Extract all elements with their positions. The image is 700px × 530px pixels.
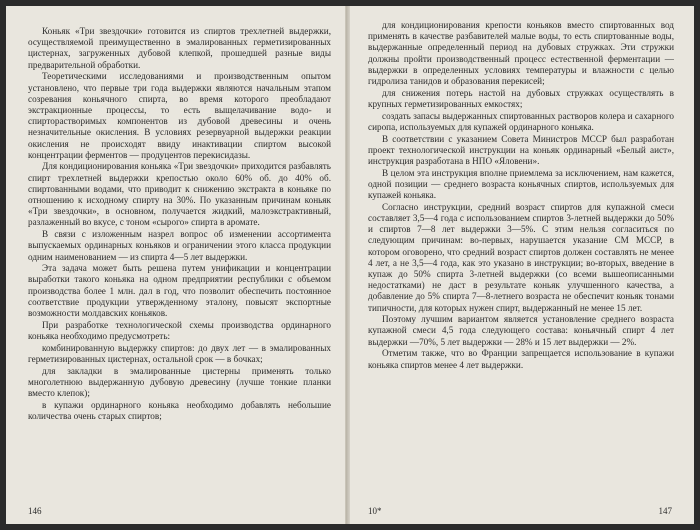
left-paragraph: Теоретическими исследованиями и производственным опытом установлено, что первые три года выдержки являются начальным этапом созревания коньячного спирта, во время которого преобладают экстракционные процессы, то есть выщелачивание водо- и спирторастворимых компонентов из дубовой древесины и очень незначительные окисления. В условиях резервуарной выдержки реакции окисления не происходят ввиду инактивации спиртом высокой концентрации ферментов — продуцентов перекисидазы.	[28, 71, 331, 160]
left-page-number: 146	[28, 506, 42, 516]
left-paragraph: комбинированную выдержку спиртов: до двух лет — в эмалированных герметизированных цистернах, остальной срок — в бочках;	[28, 342, 331, 364]
right-paragraph: Поэтому лучшим вариантом является установление среднего возраста купажной смеси 4,5 года следующего состава: коньячный спирт 4 лет выдержки —70%, 5 лет выдержки — 28% и 15 лет выдержки — 2%.	[368, 314, 674, 347]
left-paragraph: При разработке технологической схемы производства ординарного коньяка необходимо предусмотреть:	[28, 319, 331, 341]
right-paragraph: В соответствии с указанием Совета Министров МССР был разработан проект технологической инструкции на коньяк ординарный «Белый аист», инструкция разработана в НПО «Яловени».	[368, 133, 674, 166]
right-paragraph: для снижения потерь настой на дубовых стружках осуществлять в крупных герметизированных емкостях;	[368, 87, 674, 109]
right-paragraph: В целом эта инструкция вполне приемлема за исключением, нам кажется, одной позиции — среднего возраста коньячных спиртов, используемых для купажей коньяка.	[368, 167, 674, 201]
left-paragraph: В связи с изложенным назрел вопрос об изменении ассортимента выпускаемых ординарных коньяков и ограничении этого класса продукции одним наименованием — из спирта 4—5 лет выдержки.	[28, 229, 331, 262]
right-paragraph: создать запасы выдержанных спиртованных растворов колера и сахарного сиропа, используемых для купажей ординарного коньяка.	[368, 110, 674, 132]
left-paragraph: Коньяк «Три звездочки» готовится из спиртов трехлетней выдержки, осуществляемой преимущественно в эмалированных герметизированных цистернах, загруженных дубовой клепкой, прошедшей разные виды предварительной обработки.	[28, 26, 331, 70]
left-paragraph: Эта задача может быть решена путем унификации и концентрации выработки такого коньяка на одном предприятии республики с объемом производства более 1 млн. дал в год, что позволит обеспечить постоянное соответствие продукции утвержденному эталону, повысят экспортные возможности молдавских коньяков.	[28, 263, 331, 319]
left-paragraph: в купажи ординарного коньяка необходимо добавлять небольшие количества очень старых спиртов;	[28, 399, 331, 421]
right-page	[350, 6, 694, 524]
left-paragraph: для закладки в эмалированные цистерны применять только многолетнюю выдержанную дубовую древесину (лучше тонкие планки вместо клепок);	[28, 365, 331, 398]
right-paragraph: Согласно инструкции, средний возраст спиртов для купажной смеси составляет 3,5—4 года с использованием спиртов 3-летней выдержки до 50% и спиртов 7—8 лет выдержки 3—5%. С этим нельзя согласиться по следующим причинам: во-первых, нарушается указание СМ МССР, в котором оговорено, что средний возраст спиртов должен составлять не менее 4 лет, а не 3,5—4 года, как это указано в инструкции; во-вторых, введение в купаж до 50% спирта 3-летней выдержки (со всеми вышеописанными недостатками) не даст в результате коньяк улучшенного качества, а добавление до 5% спирта 7—8-летнего возраста не обеспечит коньяк тонами типичности, для которых нужен спирт, выдержанный не менее 15 лет.	[368, 201, 674, 313]
right-paragraph: Отметим также, что во Франции запрещается использование в купажи коньяка спиртов менее 4 лет выдержки.	[368, 348, 674, 370]
left-paragraph: Для кондиционирования коньяка «Три звездочки» приходится разбавлять спирт трехлетней выдержки крепостью около 60% об. до 40% об. спиртованными водами, что приводит к снижению экстракта в коньяке по отношению к исходному спирту на 30%. По указанным причинам коньяк «Три звездочки», в основном, получается жидкий, малоэкстрактивный, разлаженный во вкусе, с тоном «сырого» спирта в аромате.	[28, 161, 331, 228]
left-page	[6, 6, 346, 524]
right-page-number: 147	[658, 506, 672, 516]
right-paragraph: для кондиционирования крепости коньяков вместо спиртованных вод применять в качестве разбавителей малые воды, то есть спиртованные воды, выдержанные определенный период на дубовых стружках. Эти стружки должны пройти производственный процесс естественной ферментации — выдержки в определенных условиях температуры и влажности с целью гидролиза танидов и образования перекисей;	[368, 20, 674, 87]
signature-mark: 10*	[368, 506, 382, 516]
